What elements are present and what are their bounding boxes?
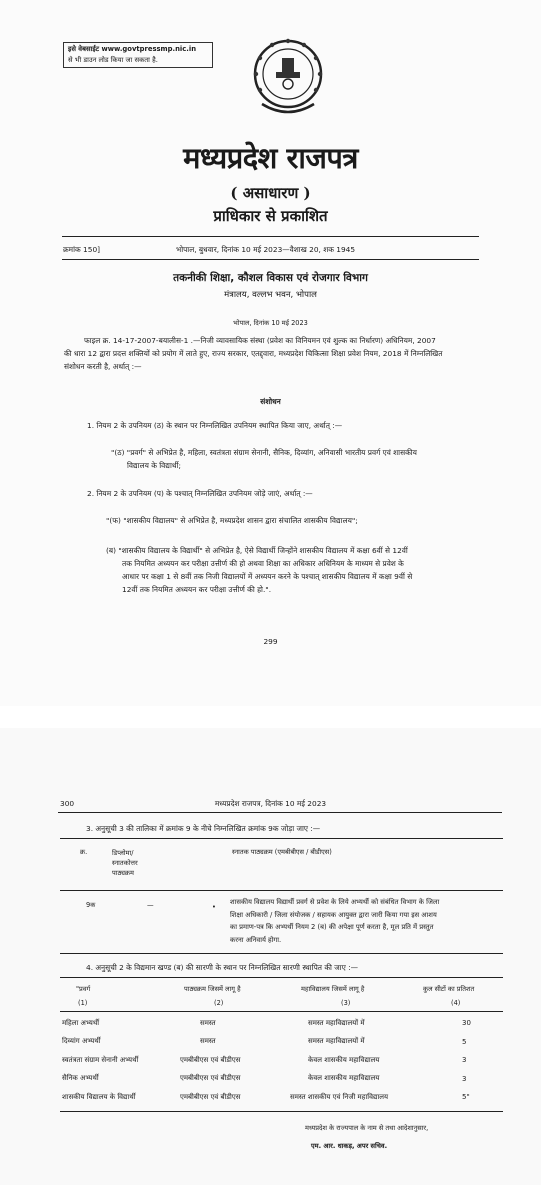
amendment-item-1: 1. नियम 2 के उपनियम (ठ) के स्थान पर निम्नलिखित उपनियम स्थापित किया जाए, अर्थात् :—	[87, 421, 343, 430]
college-cell: समस्त महाविद्यालयों में	[308, 1037, 365, 1046]
page-number: 300	[60, 799, 75, 808]
table2-header-percent: कुल सीटों का प्रतिशत	[423, 985, 475, 993]
table-row	[62, 1051, 482, 1070]
category-cell: महिला अभ्यर्थी	[62, 1018, 100, 1027]
table-row	[62, 1033, 482, 1052]
table1-header-diploma	[112, 848, 138, 878]
gazette-subtitle: ( असाधारण )	[230, 184, 311, 202]
college-cell: केवल शासकीय महाविद्यालय	[308, 1055, 380, 1064]
bullet-icon: •	[212, 903, 216, 911]
item-2-pha: "(फ) "शासकीय विद्यालय" से अभिप्रेत है, मध्यप्रदेश शासन द्वारा संचालित शासकीय विद्यालय";	[106, 516, 358, 525]
header-line: पाठ्यक्रम	[112, 869, 134, 877]
category-cell: दिव्यांग अभ्यर्थी	[62, 1037, 101, 1046]
table-row	[62, 1014, 482, 1033]
table1-top-rule	[60, 838, 503, 839]
percent-cell: 3	[462, 1056, 467, 1065]
amendment-item-4: 4. अनुसूची 2 के विद्यमान खण्ड (ब) की सारणी के स्थान पर निम्नलिखित सारणी स्थापित की जाए :—	[86, 963, 359, 972]
row-text-line: का प्रमाण-पत्र कि अभ्यर्थी नियम 2 (ब) की अपेक्षा पूर्ण करता है, मूल प्रति में प्रस्तुत	[230, 923, 434, 931]
header-rule-top	[62, 236, 479, 237]
col-number: (2)	[214, 999, 224, 1007]
course-cell: एमबीबीएस एवं बीडीएस	[180, 1092, 241, 1101]
college-cell: समस्त शासकीय एवं निजी महाविद्यालय	[290, 1092, 389, 1101]
row-text-line: करना अनिवार्य होगा.	[230, 935, 282, 944]
header-line: डिप्लोमा/	[112, 849, 134, 857]
ba-line: (ब) "शासकीय विद्यालय के विद्यार्थी" से अभिप्रेत है, ऐसे विद्यार्थी जिन्होंने शासकीय विद्यालय में कक्षा 6वीं से 12वीं	[106, 546, 408, 555]
table2-header-college: महाविद्यालय जिसमें लागू है	[301, 985, 365, 993]
header-line: स्नातकोत्तर	[112, 859, 138, 867]
item-1-quote	[111, 446, 417, 472]
dateline: भोपाल, दिनांक 10 मई 2023	[233, 319, 308, 327]
intro-paragraph	[64, 334, 442, 373]
table1-header-graduate: स्नातक पाठ्यक्रम (एमबीबीएस / बीडीएस)	[232, 848, 332, 856]
item-2-ba	[106, 544, 412, 596]
col-number: (1)	[78, 999, 88, 1007]
intro-line: संशोधन करती है, अर्थात् :—	[64, 362, 142, 371]
website-notice-box	[63, 42, 213, 68]
gazette-page-300	[0, 728, 541, 1185]
category-cell: शासकीय विद्यालय के विद्यार्थी	[62, 1092, 136, 1101]
percent-cell: 5"	[462, 1093, 470, 1102]
gazette-authority: प्राधिकार से प्रकाशित	[213, 207, 328, 225]
notice-line-1: इसे वेबसाईट www.govtpressmp.nic.in	[68, 45, 197, 53]
table-row	[62, 1070, 482, 1089]
college-cell: केवल शासकीय महाविद्यालय	[308, 1074, 380, 1083]
col-number: (4)	[451, 999, 461, 1007]
running-head: मध्यप्रदेश राजपत्र, दिनांक 10 मई 2023	[214, 799, 327, 808]
page-number: 299	[263, 637, 278, 646]
col-number: (3)	[341, 999, 351, 1007]
table1-row-diploma: —	[147, 901, 154, 909]
course-cell: समस्त	[200, 1037, 216, 1046]
table-row	[62, 1088, 482, 1107]
table1-row-text	[230, 896, 439, 946]
table1-header-rule	[60, 890, 503, 891]
ba-line: तक नियमित अध्ययन कर परीक्षा उत्तीर्ण की हो अथवा शिक्षा का अधिकार अधिनियम के माध्यम से प्रवेश के	[122, 559, 404, 568]
percent-cell: 30	[462, 1019, 471, 1028]
college-cell: समस्त महाविद्यालयों में	[308, 1018, 365, 1027]
intro-line: की धारा 12 द्वारा प्रदत्त शक्तियों को प्रयोग में लाते हुए, राज्य सरकार, एतद्द्वारा, मध्यप्रदेश चिकित्सा शिक्षा प्रवेश नियम, 2018 में निम्नलिखित	[64, 349, 443, 358]
percent-cell: 3	[462, 1074, 467, 1083]
department-name: तकनीकी शिक्षा, कौशल विकास एवं रोजगार विभाग	[173, 272, 368, 284]
amendment-item-3: 3. अनुसूची 3 की तालिका में क्रमांक 9 के नीचे निम्नलिखित क्रमांक 9क जोड़ा जाए :—	[86, 824, 321, 833]
signature-line-2: एम. आर. धाकड़, अपर सचिव.	[311, 1142, 388, 1150]
category-table	[62, 1014, 482, 1107]
department-office: मंत्रालय, वल्लभ भवन, भोपाल	[224, 290, 317, 300]
category-cell: सैनिक अभ्यर्थी	[62, 1074, 99, 1083]
signature-line-1: मध्यप्रदेश के राज्यपाल के नाम से तथा आदेशानुसार,	[305, 1124, 429, 1132]
percent-cell: 5	[462, 1037, 467, 1046]
category-cell: स्वतंत्रता संग्राम सेनानी अभ्यर्थी	[62, 1055, 139, 1064]
table2-header-course: पाठ्यक्रम जिसमें लागू है	[184, 985, 241, 993]
course-cell: एमबीबीएस एवं बीडीएस	[180, 1074, 241, 1083]
course-cell: एमबीबीएस एवं बीडीएस	[180, 1055, 241, 1064]
quote-line: विद्यालय के विद्यार्थी;	[127, 461, 181, 470]
running-head-rule	[58, 812, 502, 813]
intro-line: फाइल क्र. 14-17-2007-बयालीस-1 .—निजी व्यावसायिक संस्था (प्रवेश का विनियमन एवं शुल्क का निर्धारण) अधिनियम, 2007	[84, 336, 436, 345]
header-rule-bottom	[62, 259, 479, 260]
course-cell: समस्त	[200, 1018, 216, 1027]
table2-bottom-rule	[60, 1111, 503, 1112]
table2-header-rule	[60, 1011, 503, 1012]
table1-row-num: 9क	[86, 901, 96, 909]
issue-date: भोपाल, बुधवार, दिनांक 10 मई 2023—वैशाख 20, शक 1945	[176, 245, 356, 254]
table2-header-category: "प्रवर्ग	[76, 985, 91, 993]
table2-top-rule	[60, 977, 503, 978]
gazette-title: मध्यप्रदेश राजपत्र	[183, 141, 358, 175]
ba-line: आधार पर कक्षा 1 से 8वीं तक निजी विद्यालयों में अध्ययन करने के पश्चात् शासकीय विद्यालय में कक्षा 9वीं से	[122, 572, 413, 581]
row-text-line: शिक्षा अधिकारी / जिला संयोजक / सहायक आयुक्त द्वारा जारी किया गया इस आशय	[230, 910, 437, 919]
amendment-heading: संशोधन	[260, 397, 281, 406]
quote-line: "(ठ) "प्रवर्ग" से अभिप्रेत है, महिला, स्वतंत्रता संग्राम सेनानी, सैनिक, दिव्यांग, अनिवासी भारतीय प्रवर्ग एवं शासकीय	[111, 448, 417, 457]
page-gap	[0, 706, 541, 728]
notice-line-2: से भी डाउन लोड किया जा सकता है.	[68, 56, 158, 64]
table1-header-num: क्र.	[80, 848, 88, 856]
row-text-line: शासकीय विद्यालय विद्यार्थी प्रवर्ग से प्रवेश के लिये अभ्यर्थी को संबंधित विभाग के जिला	[230, 898, 440, 906]
issue-number: क्रमांक 150]	[63, 245, 101, 254]
table1-bottom-rule	[60, 953, 503, 954]
state-emblem-icon	[252, 34, 324, 118]
amendment-item-2: 2. नियम 2 के उपनियम (प) के पश्चात् निम्नलिखित उपनियम जोड़े जाएं, अर्थात् :—	[87, 489, 313, 498]
ba-line: 12वीं तक नियमित अध्ययन कर परीक्षा उत्तीर्ण की हो.".	[122, 585, 272, 594]
